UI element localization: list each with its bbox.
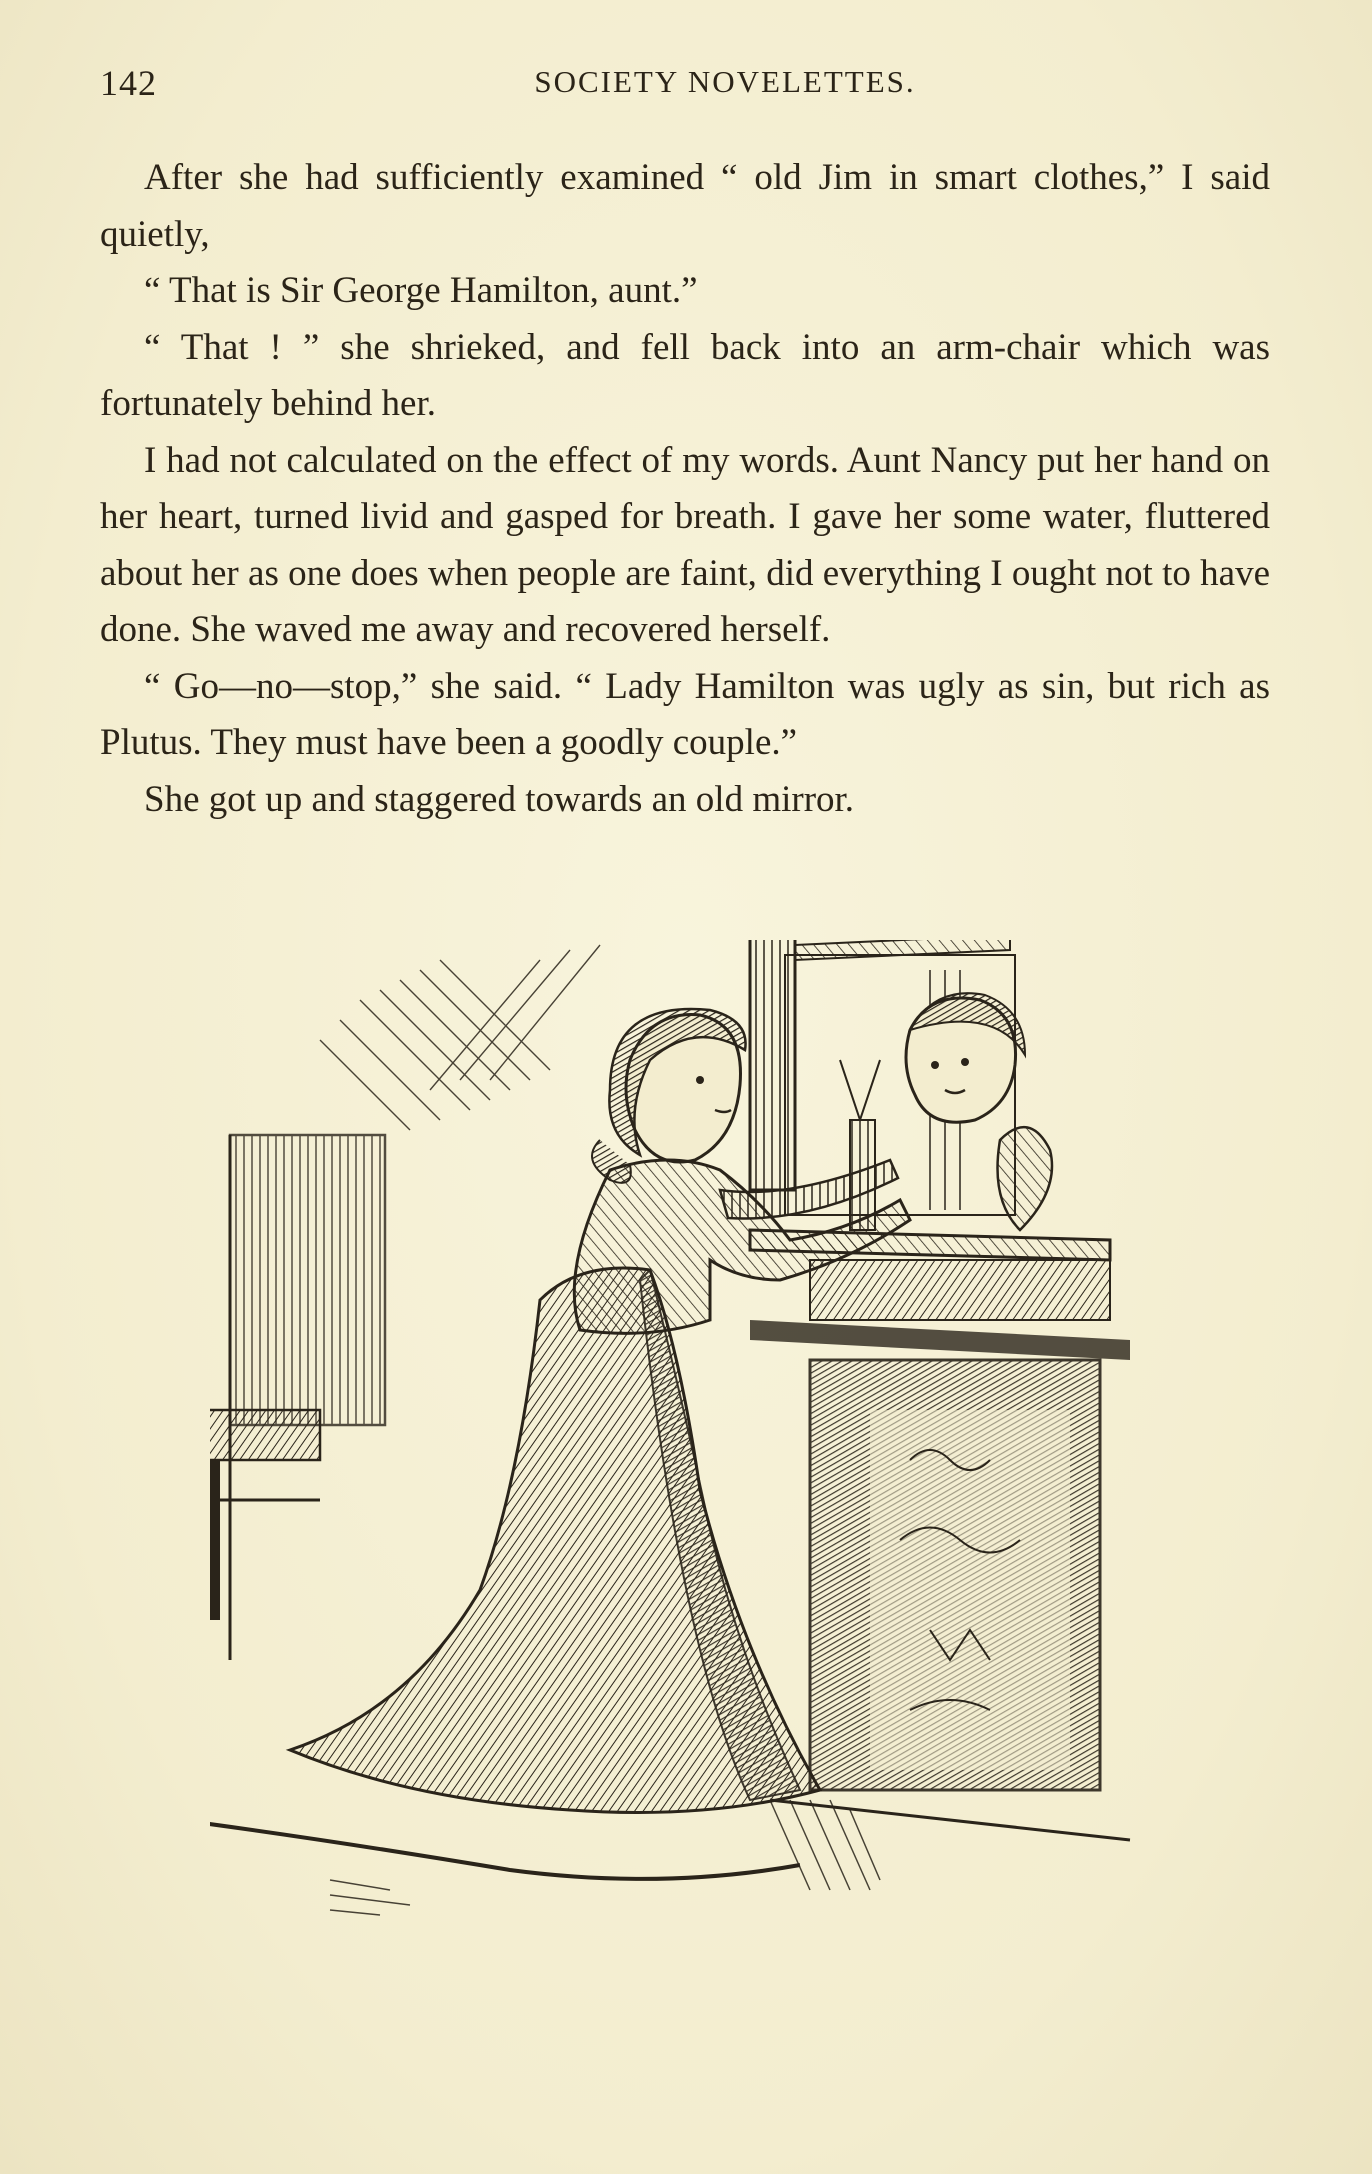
- paragraph: She got up and staggered towards an old mirror.: [144, 778, 855, 820]
- paragraph: “ Go—no—stop,” she said. “ Lady Hamilton was ugly as sin, but rich as Plutus. They must have been a goodly couple.”: [100, 665, 1270, 763]
- illustration-svg: [210, 940, 1160, 1970]
- running-head: [100, 62, 1270, 108]
- running-title: SOCIETY NOVELETTES.: [534, 64, 916, 99]
- body-text: [100, 150, 1270, 828]
- engraving-woman-at-mirror-icon: [210, 940, 1160, 1970]
- page-number: 142: [100, 63, 157, 103]
- paragraph: “ That ! ” she shrieked, and fell back into an arm-chair which was fortunately behind her.: [100, 326, 1270, 424]
- paragraph: “ That is Sir George Hamilton, aunt.”: [144, 270, 698, 311]
- paragraph: I had not calculated on the effect of my words. Aunt Nancy put her hand on her heart, turned livid and gasped for breath. I gave her some water, fluttered about her as one does when people are faint, did everything I ought not to have done. She waved me away and recovered herself.: [100, 439, 1270, 650]
- paragraph: After she had sufficiently examined “ old Jim in smart clothes,” I said quietly,: [100, 157, 1270, 255]
